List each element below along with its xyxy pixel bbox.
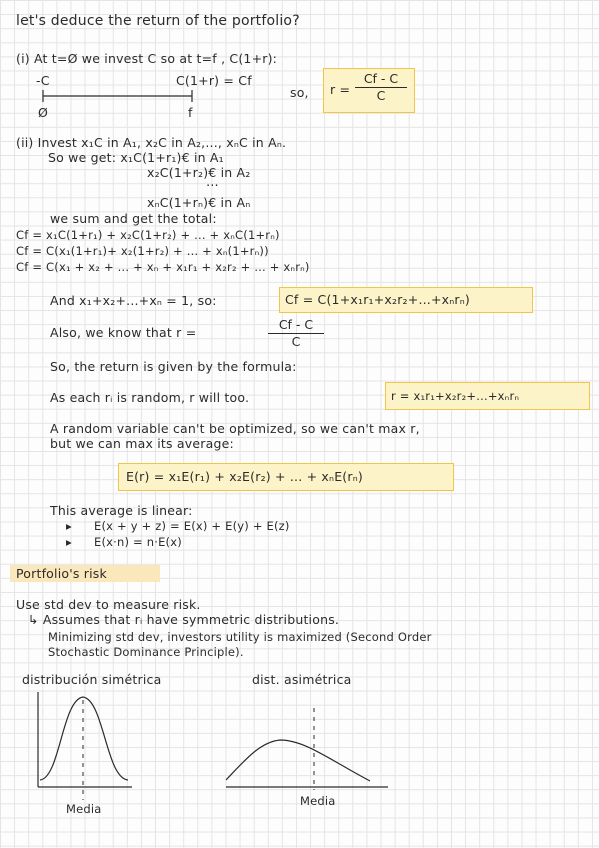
so-label: so, bbox=[290, 85, 309, 100]
return-fraction-2-denominator: C bbox=[291, 334, 301, 349]
random-note: As each rᵢ is random, r will too. bbox=[50, 390, 250, 405]
risk-heading: Portfolio's risk bbox=[16, 566, 107, 581]
media-label-symmetric: Media bbox=[66, 802, 102, 816]
asymmetric-label: dist. asimétrica bbox=[252, 672, 352, 687]
we-get-line: So we get: x₁C(1+r₁)€ in A₁ bbox=[48, 150, 224, 165]
risk-line-2: ↳ Assumes that rᵢ have symmetric distributions. bbox=[28, 612, 340, 627]
final-wealth-formula: Cf = C(1+x₁r₁+x₂r₂+...+xₙrₙ) bbox=[285, 292, 471, 307]
page-title: let's deduce the return of the portfolio? bbox=[16, 13, 300, 29]
symmetric-label: distribución simétrica bbox=[22, 672, 162, 687]
return-eq-label: r = bbox=[330, 82, 351, 97]
sum-eq-3: Cf = C(x₁ + x₂ + ... + xₙ + x₁r₁ + x₂r₂ + ... + xₙrₙ) bbox=[16, 260, 310, 274]
risk-line-3: Minimizing std dev, investors utility is maximized (Second Order bbox=[48, 630, 432, 644]
bullet-arrow-2: ▸ bbox=[66, 535, 72, 549]
linearity-rule-1: E(x + y + z) = E(x) + E(y) + E(z) bbox=[94, 519, 290, 533]
sum-eq-1: Cf = x₁C(1+r₁) + x₂C(1+r₂) + ... + xₙC(1+rₙ) bbox=[16, 228, 280, 242]
axis-right-bottom-label: f bbox=[188, 105, 193, 120]
weights-sum-line: And x₁+x₂+...+xₙ = 1, so: bbox=[50, 293, 217, 308]
media-label-asymmetric: Media bbox=[300, 794, 336, 808]
part1-intro: (i) At t=Ø we invest C so at t=f , C(1+r): bbox=[16, 51, 278, 66]
sum-eq-2: Cf = C(x₁(1+r₁)+ x₂(1+r₂) + ... + xₙ(1+rₙ)) bbox=[16, 244, 269, 258]
linear-intro: This average is linear: bbox=[50, 503, 193, 518]
also-know-line: Also, we know that r = bbox=[50, 325, 197, 340]
part2-intro: (ii) Invest x₁C in A₁, x₂C in A₂,..., xₙC in Aₙ. bbox=[16, 135, 287, 150]
return-fraction-denominator: C bbox=[376, 88, 386, 103]
sum-intro: we sum and get the total: bbox=[50, 211, 217, 226]
return-fraction-2-numerator: Cf - C bbox=[268, 318, 324, 334]
axis-right-top-label: C(1+r) = Cf bbox=[176, 73, 252, 88]
risk-line-4: Stochastic Dominance Principle). bbox=[48, 645, 244, 659]
return-fraction-numerator: Cf - C bbox=[355, 72, 407, 88]
expected-return-formula: E(r) = x₁E(r₁) + x₂E(r₂) + ... + xₙE(rₙ) bbox=[126, 469, 363, 484]
return-formula-intro: So, the return is given by the formula: bbox=[50, 359, 297, 374]
axis-left-bottom-label: Ø bbox=[38, 105, 49, 120]
risk-line-1: Use std dev to measure risk. bbox=[16, 597, 201, 612]
asset2-line: x₂C(1+r₂)€ in A₂ bbox=[147, 165, 251, 180]
bullet-arrow-1: ▸ bbox=[66, 519, 72, 533]
axis-left-top-label: -C bbox=[36, 73, 50, 88]
optimize-note-2: but we can max its average: bbox=[50, 436, 234, 451]
linearity-rule-2: E(x·n) = n·E(x) bbox=[94, 535, 182, 549]
optimize-note-1: A random variable can't be optimized, so we can't max r, bbox=[50, 421, 420, 436]
portfolio-return-formula: r = x₁r₁+x₂r₂+...+xₙrₙ bbox=[391, 389, 520, 403]
ellipsis: ⋯ bbox=[206, 177, 219, 192]
assetn-line: xₙC(1+rₙ)€ in Aₙ bbox=[147, 195, 251, 210]
